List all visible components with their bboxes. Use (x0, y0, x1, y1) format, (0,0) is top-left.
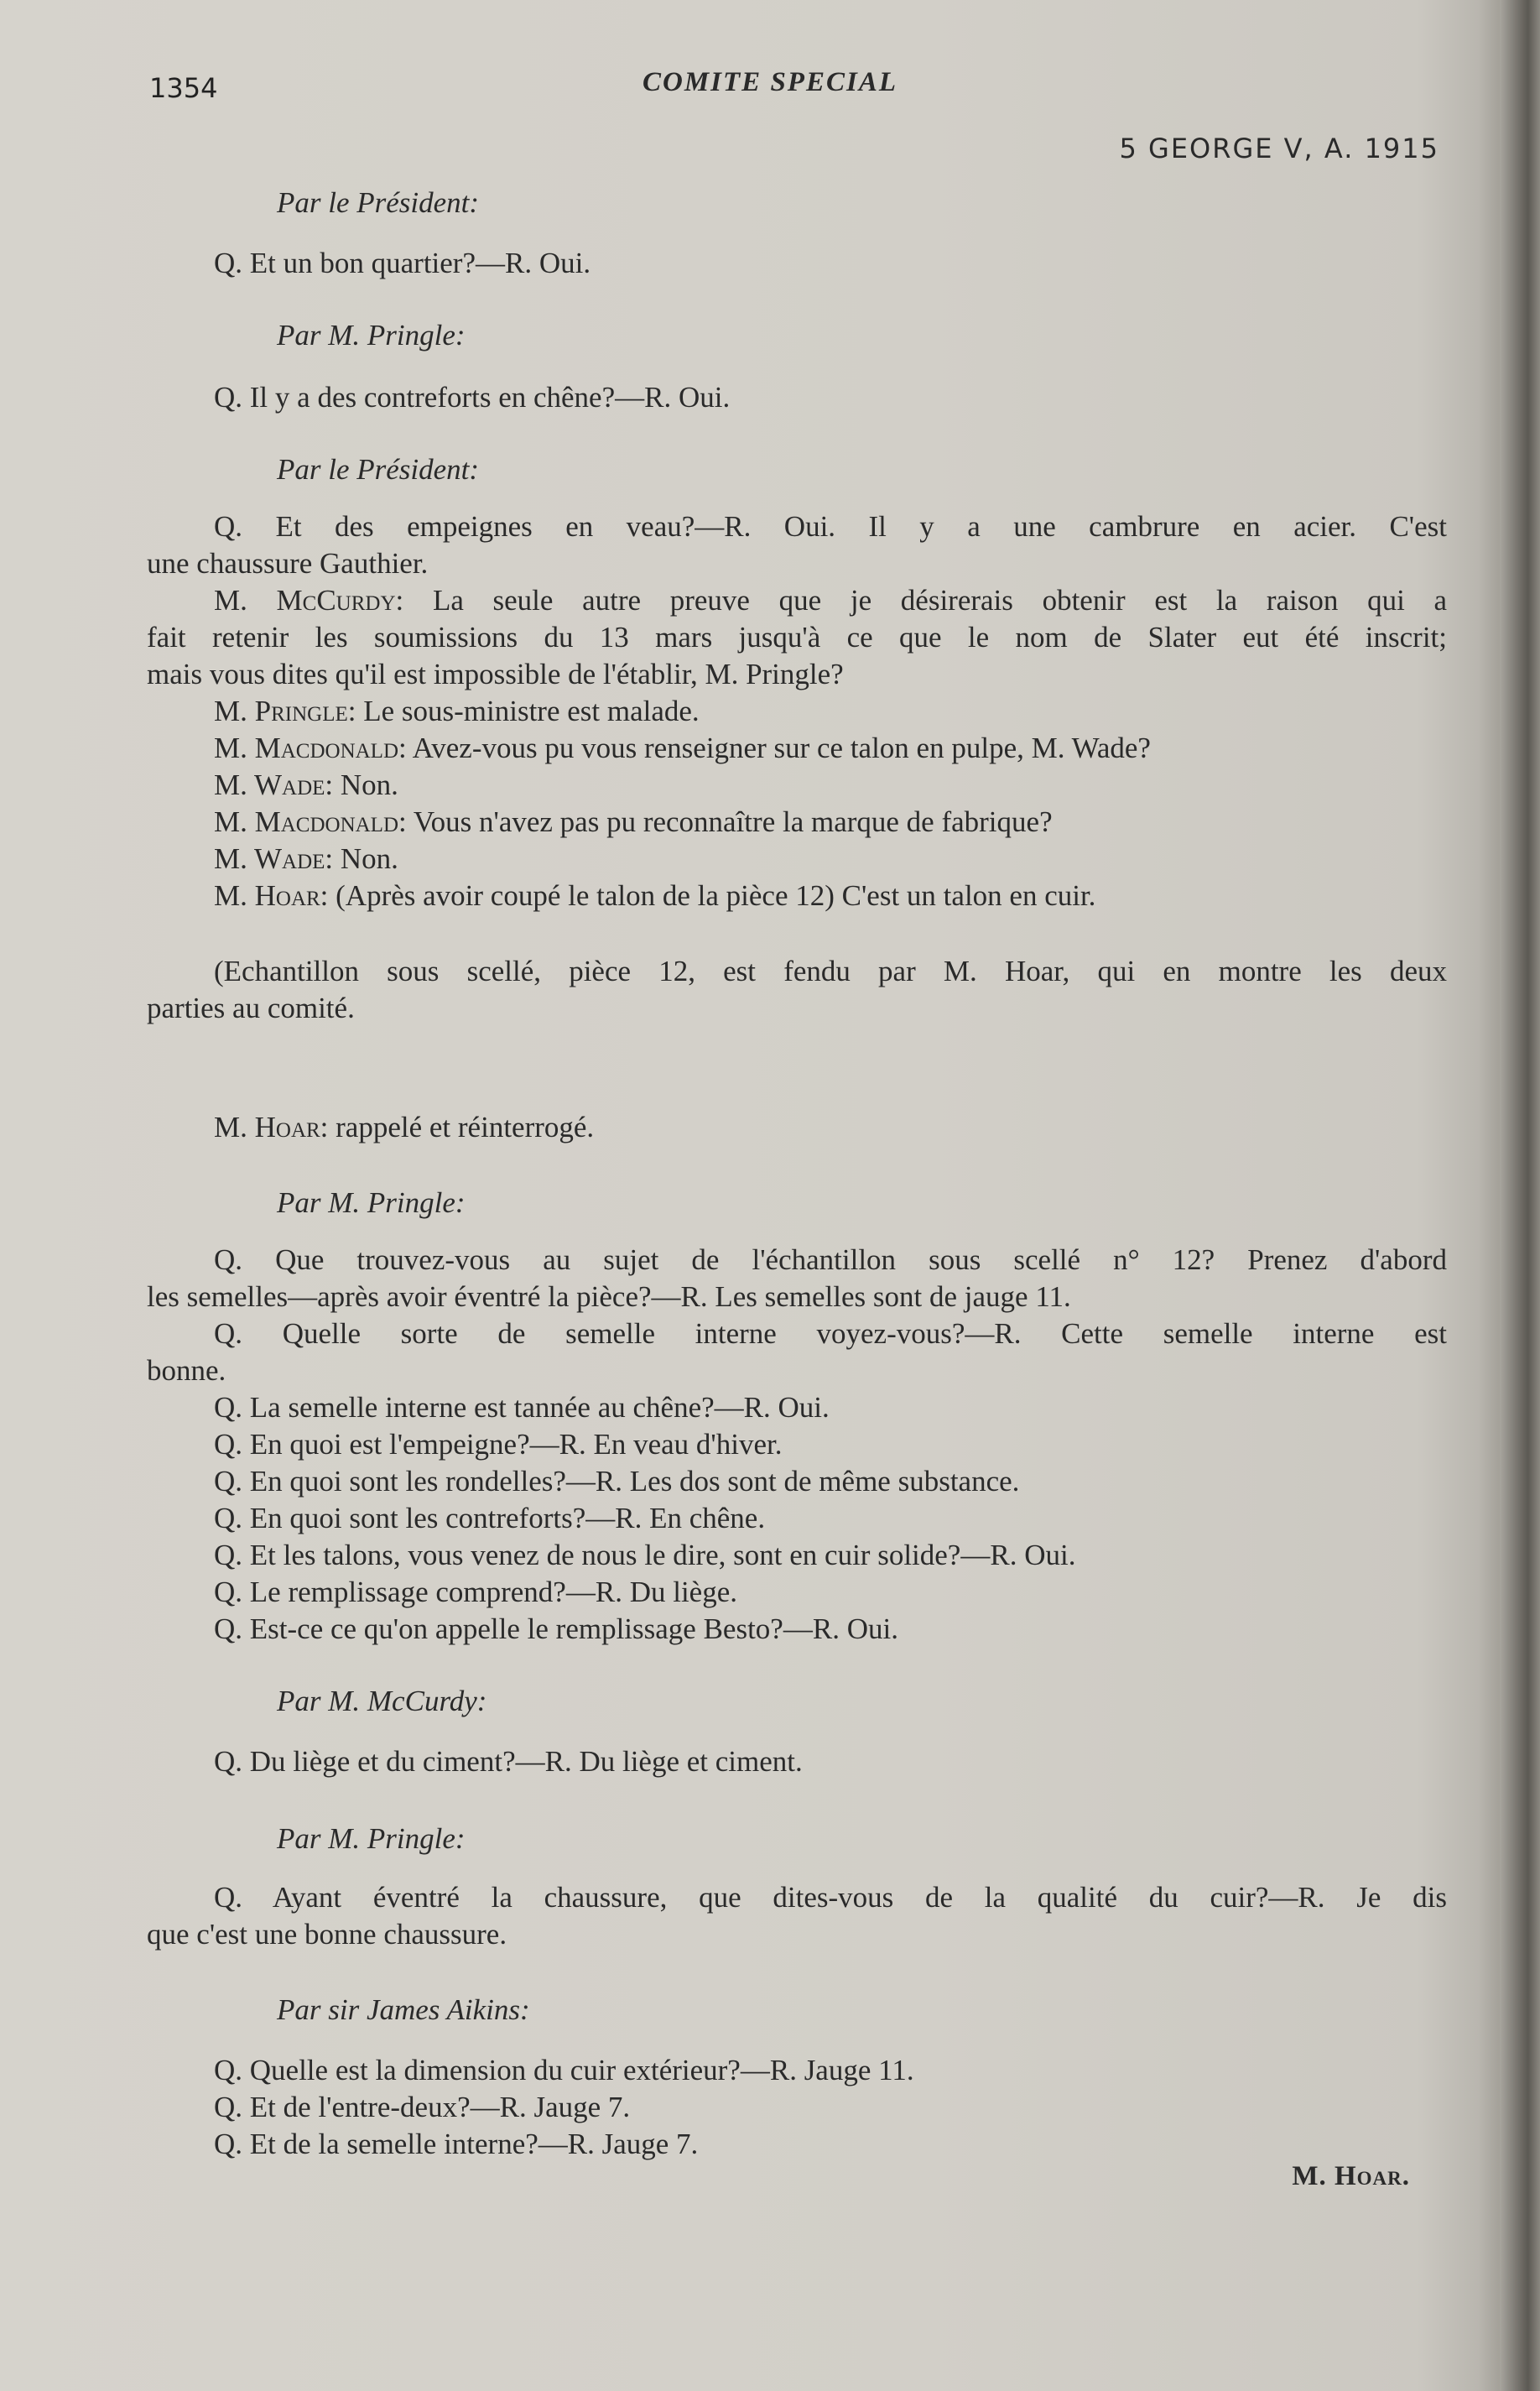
speech-text: Non. (340, 842, 398, 875)
text-line: Q. En quoi sont les contreforts?—R. En chêne. (214, 1502, 766, 1534)
running-title: COMITE SPECIAL (643, 67, 897, 97)
text-line (147, 1109, 1447, 1146)
text-line (147, 693, 1447, 730)
speech-text: Non. (340, 768, 398, 801)
speaker-name: M. Macdonald: (214, 805, 407, 838)
text-block (147, 1879, 1447, 1953)
text-line: Q. Que trouvez-vous au sujet de l'échantillon sous scellé n° 12? Prenez d'abord (214, 1243, 1447, 1276)
speech-text: La seule autre preuve que je désirerais obtenir est la raison qui a (432, 584, 1448, 617)
text-line: Q. Et un bon quartier?—R. Oui. (214, 247, 591, 279)
text-block (147, 2052, 1447, 2163)
text-line: parties au comité. (147, 992, 355, 1024)
text-line: Q. Il y a des contreforts en chêne?—R. Oui. (214, 381, 731, 414)
speech-text: Avez-vous pu vous renseigner sur ce talon en pulpe, M. Wade? (412, 732, 1151, 764)
text-line: Q. La semelle interne est tannée au chêne?—R. Oui. (214, 1391, 830, 1424)
text-block (147, 1242, 1447, 1648)
speech-text: Le sous-ministre est malade. (363, 695, 700, 727)
text-line: Q. Ayant éventré la chaussure, que dites-vous de la qualité du cuir?—R. Je dis (214, 1881, 1447, 1914)
text-block (147, 379, 1447, 416)
text-line: une chaussure Gauthier. (147, 547, 429, 580)
speaker-name: M. Wade: (214, 768, 334, 801)
speech-text: (Après avoir coupé le talon de la pièce 12) C'est un talon en cuir. (336, 879, 1096, 912)
speaker-name: M. Macdonald: (214, 732, 407, 764)
text-line (147, 841, 1447, 878)
speech-text: Vous n'avez pas pu reconnaître la marque de fabrique? (413, 805, 1053, 838)
text-block (147, 245, 1447, 282)
speech-text: rappelé et réinterrogé. (336, 1111, 595, 1143)
page-number: 1354 (149, 72, 218, 104)
text-line: Q. Et des empeignes en veau?—R. Oui. Il y a une cambrure en acier. C'est (214, 510, 1447, 543)
text-line: Q. Et de l'entre-deux?—R. Jauge 7. (214, 2091, 631, 2123)
text-line (147, 878, 1447, 914)
speaker-heading: Par le Président: (277, 186, 480, 219)
text-line: Q. Le remplissage comprend?—R. Du liège. (214, 1576, 737, 1608)
speaker-heading: Par M. McCurdy: (277, 1685, 487, 1717)
text-block (147, 953, 1447, 1027)
text-block (147, 1109, 1447, 1146)
text-line: fait retenir les soumissions du 13 mars jusqu'à ce que le nom de Slater eut été inscrit; (147, 621, 1447, 654)
text-line: Q. Est-ce ce qu'on appelle le remplissage Besto?—R. Oui. (214, 1612, 898, 1645)
speaker-heading: Par sir James Aikins: (277, 1993, 530, 2026)
text-block (147, 1743, 1447, 1780)
text-line (147, 730, 1447, 767)
text-line (147, 804, 1447, 841)
text-line: Q. Et les talons, vous venez de nous le dire, sont en cuir solide?—R. Oui. (214, 1539, 1076, 1571)
text-line: mais vous dites qu'il est impossible de l'établir, M. Pringle? (147, 658, 844, 690)
text-line: Q. Et de la semelle interne?—R. Jauge 7. (214, 2128, 699, 2160)
text-line: Q. En quoi sont les rondelles?—R. Les dos sont de même substance. (214, 1465, 1020, 1498)
text-block (147, 508, 1447, 914)
text-line: Q. Du liège et du ciment?—R. Du liège et ciment. (214, 1745, 803, 1778)
speaker-heading: Par M. Pringle: (277, 1186, 466, 1219)
speaker-name: M. Hoar: (214, 1111, 329, 1143)
speaker-name: M. Pringle: (214, 695, 356, 727)
speaker-name: M. Wade: (214, 842, 334, 875)
book-spine-shadow (1500, 0, 1540, 2391)
text-line: bonne. (147, 1354, 226, 1387)
text-line (147, 767, 1447, 804)
speaker-heading: Par le Président: (277, 453, 480, 486)
text-line: (Echantillon sous scellé, pièce 12, est fendu par M. Hoar, qui en montre les deux (214, 955, 1447, 987)
speaker-name: M. McCurdy: (214, 584, 404, 617)
text-line: les semelles—après avoir éventré la pièce?—R. Les semelles sont de jauge 11. (147, 1280, 1071, 1313)
speaker-name: M. Hoar: (214, 879, 329, 912)
speaker-heading: Par M. Pringle: (277, 1822, 466, 1855)
session-label: 5 GEORGE V, A. 1915 (1119, 133, 1439, 164)
witness-signature: M. Hoar. (1292, 2161, 1410, 2191)
text-line: que c'est une bonne chaussure. (147, 1918, 507, 1951)
text-line: Q. En quoi est l'empeigne?—R. En veau d'hiver. (214, 1428, 783, 1461)
text-line: Q. Quelle est la dimension du cuir extérieur?—R. Jauge 11. (214, 2054, 914, 2086)
text-line (147, 582, 1447, 619)
speaker-heading: Par M. Pringle: (277, 319, 466, 352)
text-line: Q. Quelle sorte de semelle interne voyez-vous?—R. Cette semelle interne est (214, 1317, 1447, 1350)
